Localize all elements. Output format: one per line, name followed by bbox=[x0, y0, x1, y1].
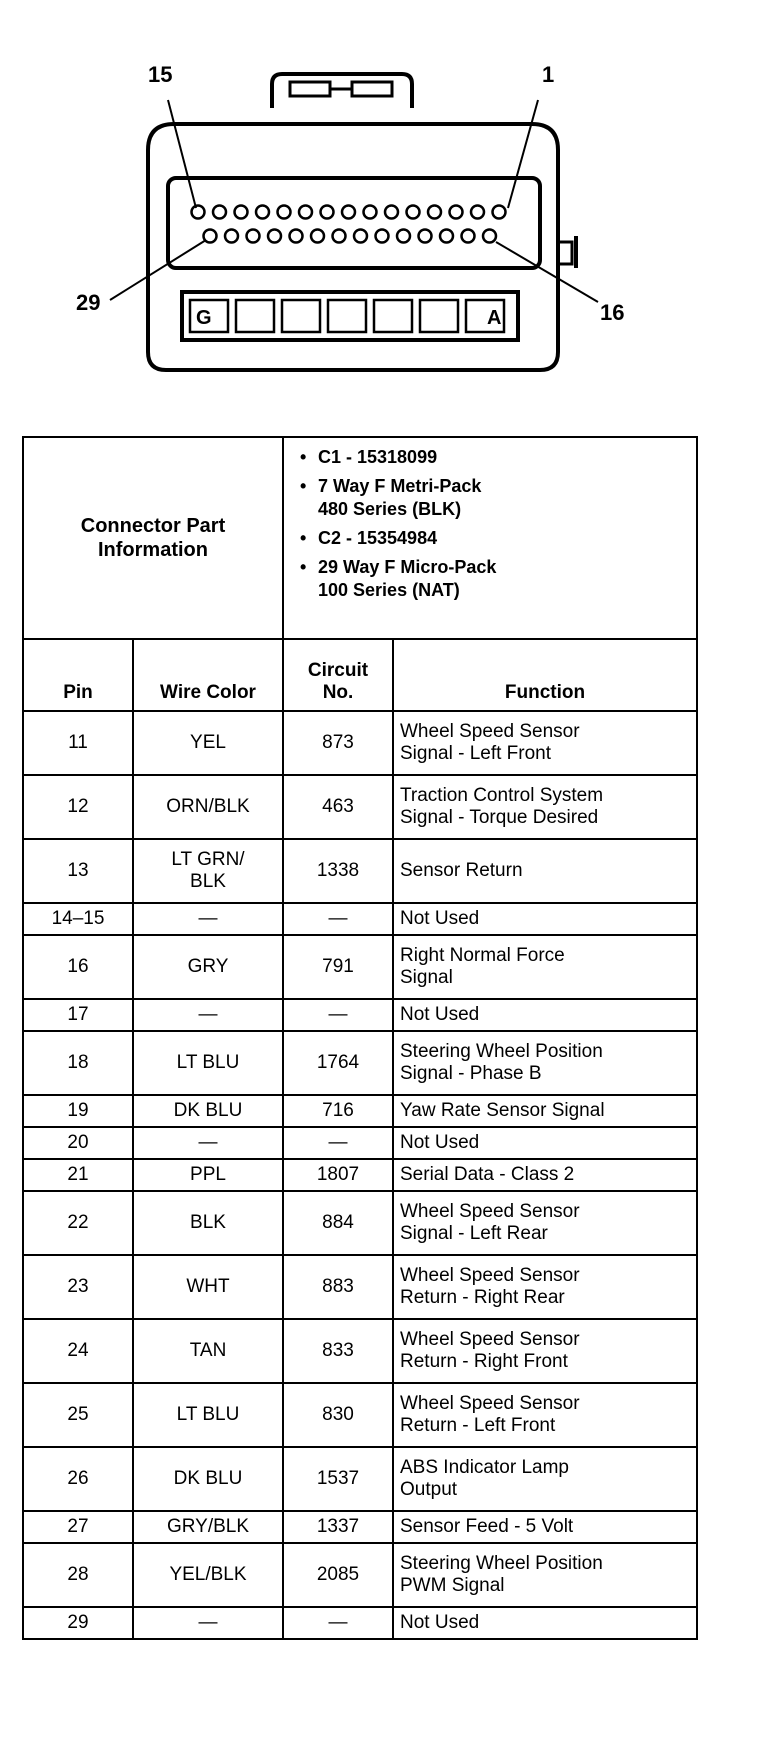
pin-cell: 20 bbox=[23, 1127, 133, 1159]
table-row bbox=[23, 903, 697, 935]
wire-color-cell: — bbox=[133, 1127, 283, 1159]
function-cell: Wheel Speed Sensor Signal - Left Rear bbox=[393, 1191, 697, 1255]
pin-cell: 12 bbox=[23, 775, 133, 839]
function-cell: Not Used bbox=[393, 1607, 697, 1639]
connector-part-info-label bbox=[23, 437, 283, 639]
table-row bbox=[23, 1607, 697, 1639]
circuit-cell: 1764 bbox=[283, 1031, 393, 1095]
slot-label-g: G bbox=[196, 307, 212, 329]
function-cell: Wheel Speed Sensor Return - Right Rear bbox=[393, 1255, 697, 1319]
col-header-pin: Pin bbox=[23, 639, 133, 711]
pin-cell: 25 bbox=[23, 1383, 133, 1447]
pin-hole bbox=[440, 230, 453, 243]
connector-info-row bbox=[23, 437, 697, 639]
pin-cell: 14–15 bbox=[23, 903, 133, 935]
pin-label-16: 16 bbox=[600, 300, 625, 325]
function-cell: ABS Indicator Lamp Output bbox=[393, 1447, 697, 1511]
pin-housing bbox=[168, 178, 540, 268]
pin-hole bbox=[471, 206, 484, 219]
table-row bbox=[23, 839, 697, 903]
function-cell: Wheel Speed Sensor Return - Left Front bbox=[393, 1383, 697, 1447]
wire-color-cell: WHT bbox=[133, 1255, 283, 1319]
wire-color-cell: ORN/BLK bbox=[133, 775, 283, 839]
pin-label-1: 1 bbox=[542, 62, 555, 87]
function-cell: Wheel Speed Sensor Signal - Left Front bbox=[393, 711, 697, 775]
pin-hole bbox=[321, 206, 334, 219]
pin-hole bbox=[342, 206, 355, 219]
function-cell: Serial Data - Class 2 bbox=[393, 1159, 697, 1191]
pin-cell: 13 bbox=[23, 839, 133, 903]
pin-cell: 26 bbox=[23, 1447, 133, 1511]
pin-cell: 19 bbox=[23, 1095, 133, 1127]
slots bbox=[190, 300, 504, 332]
circuit-cell: — bbox=[283, 1127, 393, 1159]
wire-color-cell: BLK bbox=[133, 1191, 283, 1255]
circuit-cell: — bbox=[283, 903, 393, 935]
wire-color-cell: TAN bbox=[133, 1319, 283, 1383]
info-bullet: • C1 - 15318099 bbox=[300, 446, 690, 469]
pin-hole bbox=[333, 230, 346, 243]
info-bullet: • 7 Way F Metri-Pack 480 Series (BLK) bbox=[300, 475, 690, 521]
table-row bbox=[23, 1511, 697, 1543]
info-label-line1: Connector Part bbox=[80, 515, 226, 537]
pin-hole bbox=[419, 230, 432, 243]
col-header-circuit: Circuit No. bbox=[283, 639, 393, 711]
wire-color-cell: YEL bbox=[133, 711, 283, 775]
wire-color-cell: — bbox=[133, 903, 283, 935]
table-row bbox=[23, 935, 697, 999]
pin-hole bbox=[268, 230, 281, 243]
wire-color-cell: YEL/BLK bbox=[133, 1543, 283, 1607]
table-row bbox=[23, 1191, 697, 1255]
pin-hole bbox=[450, 206, 463, 219]
circuit-cell: 1537 bbox=[283, 1447, 393, 1511]
pin-hole bbox=[364, 206, 377, 219]
table-row bbox=[23, 1543, 697, 1607]
circuit-cell: 884 bbox=[283, 1191, 393, 1255]
cavity-slot bbox=[374, 300, 412, 332]
pin-hole bbox=[213, 206, 226, 219]
wire-color-cell: DK BLU bbox=[133, 1095, 283, 1127]
table-row bbox=[23, 1447, 697, 1511]
pin-hole bbox=[397, 230, 410, 243]
pin-cell: 11 bbox=[23, 711, 133, 775]
function-cell: Yaw Rate Sensor Signal bbox=[393, 1095, 697, 1127]
table-row bbox=[23, 775, 697, 839]
cavity-slot bbox=[236, 300, 274, 332]
table-row bbox=[23, 1319, 697, 1383]
info-bullet: • 29 Way F Micro-Pack 100 Series (NAT) bbox=[300, 556, 690, 602]
info-label-line2: Information bbox=[98, 539, 208, 561]
table-row bbox=[23, 1095, 697, 1127]
pin-cell: 27 bbox=[23, 1511, 133, 1543]
table-row bbox=[23, 1383, 697, 1447]
col-header-wire-color: Wire Color bbox=[133, 639, 283, 711]
pin-label-29: 29 bbox=[76, 290, 101, 315]
table-row bbox=[23, 711, 697, 775]
pin-cell: 18 bbox=[23, 1031, 133, 1095]
pin-hole bbox=[376, 230, 389, 243]
wire-color-cell: DK BLU bbox=[133, 1447, 283, 1511]
pin-cell: 17 bbox=[23, 999, 133, 1031]
pin-cell: 23 bbox=[23, 1255, 133, 1319]
slot-label-a: A bbox=[487, 307, 502, 329]
pin-label-15: 15 bbox=[148, 62, 173, 87]
function-cell: Not Used bbox=[393, 999, 697, 1031]
function-cell: Not Used bbox=[393, 903, 697, 935]
table-row bbox=[23, 999, 697, 1031]
pin-hole bbox=[256, 206, 269, 219]
function-cell: Traction Control System Signal - Torque Desired bbox=[393, 775, 697, 839]
pin-hole bbox=[225, 230, 238, 243]
function-cell: Steering Wheel Position Signal - Phase B bbox=[393, 1031, 697, 1095]
wire-color-cell: — bbox=[133, 1607, 283, 1639]
pin-hole bbox=[385, 206, 398, 219]
side-tab bbox=[558, 242, 572, 264]
col-header-function: Function bbox=[393, 639, 697, 711]
pin-rows bbox=[192, 206, 506, 243]
circuit-cell: — bbox=[283, 1607, 393, 1639]
pin-hole bbox=[354, 230, 367, 243]
circuit-cell: 2085 bbox=[283, 1543, 393, 1607]
column-header-row bbox=[23, 639, 697, 711]
function-cell: Sensor Feed - 5 Volt bbox=[393, 1511, 697, 1543]
wire-color-cell: GRY/BLK bbox=[133, 1511, 283, 1543]
pin-hole bbox=[192, 206, 205, 219]
pin-cell: 24 bbox=[23, 1319, 133, 1383]
function-cell: Steering Wheel Position PWM Signal bbox=[393, 1543, 697, 1607]
circuit-cell: 1338 bbox=[283, 839, 393, 903]
circuit-cell: 883 bbox=[283, 1255, 393, 1319]
wire-color-cell: PPL bbox=[133, 1159, 283, 1191]
pin-hole bbox=[235, 206, 248, 219]
circuit-cell: 873 bbox=[283, 711, 393, 775]
wire-color-cell: GRY bbox=[133, 935, 283, 999]
wire-color-cell: LT GRN/ BLK bbox=[133, 839, 283, 903]
pin-hole bbox=[290, 230, 303, 243]
circuit-cell: 716 bbox=[283, 1095, 393, 1127]
pin-hole bbox=[483, 230, 496, 243]
function-cell: Sensor Return bbox=[393, 839, 697, 903]
function-cell: Not Used bbox=[393, 1127, 697, 1159]
info-bullet: • C2 - 15354984 bbox=[300, 527, 690, 550]
function-cell: Wheel Speed Sensor Return - Right Front bbox=[393, 1319, 697, 1383]
connector-part-info-list bbox=[283, 437, 697, 639]
pin-cell: 22 bbox=[23, 1191, 133, 1255]
table-row bbox=[23, 1255, 697, 1319]
pin-cell: 29 bbox=[23, 1607, 133, 1639]
circuit-cell: 463 bbox=[283, 775, 393, 839]
pin-hole bbox=[407, 206, 420, 219]
cavity-slot bbox=[328, 300, 366, 332]
pin-hole bbox=[428, 206, 441, 219]
pin-cell: 28 bbox=[23, 1543, 133, 1607]
table-row bbox=[23, 1127, 697, 1159]
circuit-cell: 1337 bbox=[283, 1511, 393, 1543]
circuit-cell: 791 bbox=[283, 935, 393, 999]
pin-hole bbox=[278, 206, 291, 219]
pin-hole bbox=[462, 230, 475, 243]
circuit-cell: — bbox=[283, 999, 393, 1031]
pin-cell: 16 bbox=[23, 935, 133, 999]
pinout-table bbox=[22, 436, 698, 1640]
cavity-slot bbox=[282, 300, 320, 332]
wire-color-cell: LT BLU bbox=[133, 1031, 283, 1095]
pin-cell: 21 bbox=[23, 1159, 133, 1191]
wire-color-cell: — bbox=[133, 999, 283, 1031]
table-row bbox=[23, 1031, 697, 1095]
function-cell: Right Normal Force Signal bbox=[393, 935, 697, 999]
pin-hole bbox=[247, 230, 260, 243]
pin-hole bbox=[299, 206, 312, 219]
circuit-cell: 830 bbox=[283, 1383, 393, 1447]
pin-hole bbox=[311, 230, 324, 243]
circuit-cell: 833 bbox=[283, 1319, 393, 1383]
circuit-cell: 1807 bbox=[283, 1159, 393, 1191]
connector-diagram bbox=[0, 0, 768, 420]
table-row bbox=[23, 1159, 697, 1191]
wire-color-cell: LT BLU bbox=[133, 1383, 283, 1447]
pin-hole bbox=[493, 206, 506, 219]
cavity-slot bbox=[420, 300, 458, 332]
